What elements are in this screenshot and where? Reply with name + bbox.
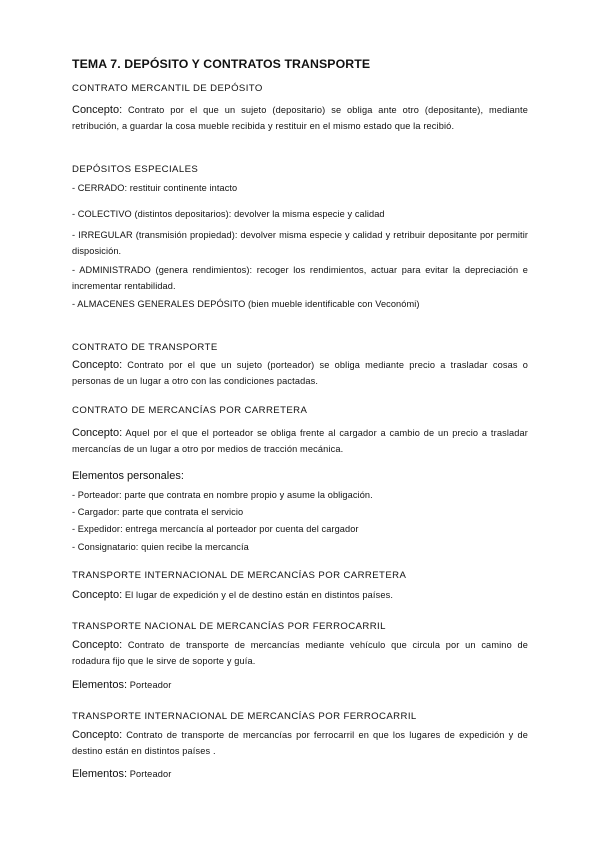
concepto-transporte bbox=[72, 358, 528, 389]
concepto-label: Concepto: bbox=[72, 427, 123, 439]
elementos-text: Porteador bbox=[129, 680, 172, 690]
elementos-text: Porteador bbox=[129, 769, 172, 779]
concepto-text: Contrato de transporte de mercancías mediante vehículo que circula por un camino de rodadura fijo que le sirve de soporte y guía. bbox=[72, 640, 528, 666]
concepto-mercancias-carretera bbox=[72, 426, 528, 457]
concepto-text: Contrato por el que un sujeto (porteador) se obliga mediante precio a trasladar cosas o personas de un lugar a otro con las condiciones pactadas. bbox=[72, 360, 529, 386]
section-heading-transporte: CONTRATO DE TRANSPORTE bbox=[72, 342, 218, 353]
section-heading-depositos-especiales: DEPÓSITOS ESPECIALES bbox=[72, 164, 199, 175]
document-title: TEMA 7. DEPÓSITO Y CONTRATOS TRANSPORTE bbox=[72, 57, 371, 71]
section-heading-internacional-carretera: TRANSPORTE INTERNACIONAL DE MERCANCÍAS POR CARRETERA bbox=[72, 570, 407, 581]
list-item: - IRREGULAR (transmisión propiedad): devolver misma especie y calidad y retribuir depositante por permitir disposición. bbox=[72, 230, 528, 256]
concepto-label: Concepto: bbox=[72, 359, 123, 371]
elementos-internacional-ferrocarril bbox=[72, 767, 528, 783]
list-item: - ADMINISTRADO (genera rendimientos): recoger los rendimientos, actuar para evitar la depreciación e incrementar rentabilidad. bbox=[72, 265, 528, 291]
concepto-label: Concepto: bbox=[72, 639, 123, 651]
concepto-internacional-ferrocarril bbox=[72, 728, 528, 759]
concepto-label: Concepto: bbox=[72, 729, 123, 741]
elementos-label: Elementos: bbox=[72, 768, 128, 780]
section-heading-internacional-ferrocarril: TRANSPORTE INTERNACIONAL DE MERCANCÍAS POR FERROCARRIL bbox=[72, 711, 417, 722]
elementos-label: Elementos: bbox=[72, 679, 128, 691]
concepto-text: Aquel por el que el porteador se obliga frente al cargador a cambio de un precio a trasladar mercancías de un lugar a otro por medios de tracción mecánica. bbox=[72, 428, 528, 454]
concepto-text: Contrato por el que un sujeto (depositario) se obliga ante otro (depositante), mediante retribución, a guardar la cosa mueble recibida y restituir en el mismo estado que la recibió. bbox=[72, 105, 529, 131]
concepto-text: Contrato de transporte de mercancías por ferrocarril en que los lugares de expedición y de destino están en distintos países . bbox=[72, 730, 529, 756]
section-heading-mercancias-carretera: CONTRATO DE MERCANCÍAS POR CARRETERA bbox=[72, 405, 308, 416]
list-item: - CERRADO: restituir continente intacto bbox=[72, 183, 238, 193]
list-item: - ALMACENES GENERALES DEPÓSITO (bien mueble identificable con Veconómi) bbox=[72, 299, 420, 309]
concepto-nacional-ferrocarril bbox=[72, 638, 528, 669]
list-item: - Expedidor: entrega mercancía al porteador por cuenta del cargador bbox=[72, 524, 359, 534]
list-item: - COLECTIVO (distintos depositarios): devolver la misma especie y calidad bbox=[72, 209, 385, 219]
list-item: - Porteador: parte que contrata en nombre propio y asume la obligación. bbox=[72, 490, 373, 500]
concepto-internacional-carretera bbox=[72, 588, 528, 604]
list-item: - Consignatario: quien recibe la mercancía bbox=[72, 542, 249, 552]
elementos-personales-title: Elementos personales: bbox=[72, 470, 184, 482]
concepto-deposito bbox=[72, 103, 528, 134]
concepto-text: El lugar de expedición y el de destino están en distintos países. bbox=[124, 590, 394, 600]
section-heading-nacional-ferrocarril: TRANSPORTE NACIONAL DE MERCANCÍAS POR FERROCARRIL bbox=[72, 621, 386, 632]
elementos-nacional-ferrocarril bbox=[72, 678, 528, 694]
list-item: - Cargador: parte que contrata el servicio bbox=[72, 507, 244, 517]
concepto-label: Concepto: bbox=[72, 589, 123, 601]
section-heading-deposito: CONTRATO MERCANTIL DE DEPÓSITO bbox=[72, 83, 263, 94]
concepto-label: Concepto: bbox=[72, 104, 123, 116]
